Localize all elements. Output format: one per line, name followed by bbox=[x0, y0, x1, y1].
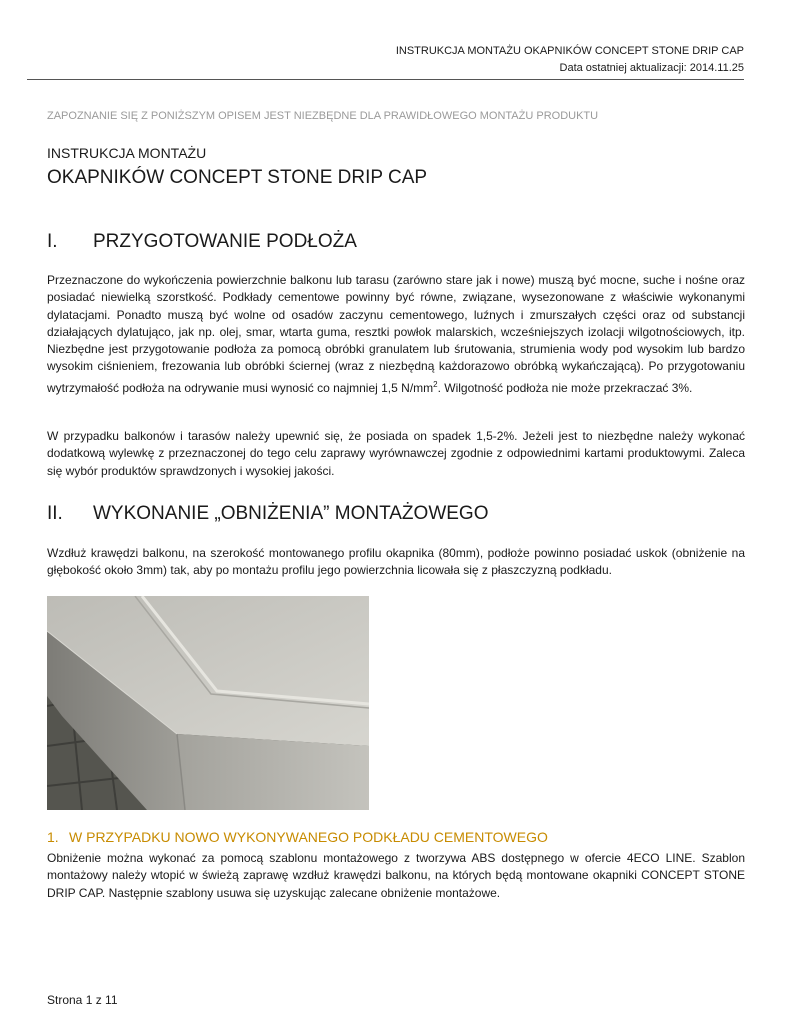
subsection-1-number: 1. bbox=[47, 829, 59, 845]
section-1-paragraph-1-text: Przeznaczone do wykończenia powierzchnie balkonu lub tarasu (zarówno stare jak i nowe) muszą być mocne, suche i nośne oraz posiadać niewielką szorstkość. Podkłady cementowe powinny być równe, związane, wysezonowane z właściwie wykonanymi dylatacjami. Ponadto muszą być wolne od osadów zaczynu cementowego, luźnych i zmurszałych części oraz od substancji działających dylatująco, jak np. olej, smar, wtarta guma, resztki powłok malarskich, wcześniejszych izolacji wilgotnościowych, itp. Niezbędne jest przygotowanie podłoża za pomocą obróbki granulatem lub śrutowania, strumienia wody pod wysokim lub bardzo wysokim ciśnieniem, frezowania lub obróbki ściernej (wraz z niezbędną każdorazowo obróbką wykańczającą). Po przygotowaniu wytrzymałość podłoża na odrywanie musi wynosić co najmniej 1,5 N/mm bbox=[47, 273, 745, 395]
subsection-1-title: W PRZYPADKU NOWO WYKONYWANEGO PODKŁADU CEMENTOWEGO bbox=[69, 829, 548, 845]
document-title-line2: OKAPNIKÓW CONCEPT STONE DRIP CAP bbox=[47, 167, 428, 188]
section-1-heading bbox=[47, 231, 357, 253]
notice-text: ZAPOZNANIE SIĘ Z PONIŻSZYM OPISEM JEST NIEZBĘDNE DLA PRAWIDŁOWEGO MONTAŻU PRODUKTU bbox=[47, 110, 599, 122]
section-2-paragraph-1: Wzdłuż krawędzi balkonu, na szerokość montowanego profilu okapnika (80mm), podłoże powinno posiadać uskok (obniżenie na głębokość około 3mm) tak, aby po montażu profilu jego powierzchnia licowała się z płaszczyzną podkładu. bbox=[47, 546, 745, 578]
section-2-heading bbox=[47, 503, 488, 525]
document-title-line1: INSTRUKCJA MONTAŻU bbox=[47, 145, 207, 161]
page-header bbox=[396, 43, 744, 77]
header-updated-date: Data ostatniej aktualizacji: 2014.11.25 bbox=[559, 62, 744, 74]
page-number: Strona 1 z 11 bbox=[47, 993, 118, 1007]
section-1-paragraph-1 bbox=[47, 272, 745, 397]
section-2-title: WYKONANIE „OBNIŻENIA” MONTAŻOWEGO bbox=[93, 503, 489, 524]
balcony-edge-photo bbox=[47, 596, 369, 810]
header-title: INSTRUKCJA MONTAŻU OKAPNIKÓW CONCEPT STONE DRIP CAP bbox=[395, 45, 744, 57]
subsection-1-paragraph-1: Obniżenie można wykonać za pomocą szablonu montażowego z tworzywa ABS dostępnego w ofercie 4ECO LINE. Szablon montażowy należy wtopić w świeżą zaprawę wzdłuż krawędzi balkonu, na których będą montowane okapniki CONCEPT STONE DRIP CAP. Następnie szablony usuwa się uzyskując zalecane obniżenie montażowe. bbox=[47, 851, 745, 900]
section-1-title: PRZYGOTOWANIE PODŁOŻA bbox=[93, 231, 357, 252]
header-divider bbox=[27, 79, 744, 80]
section-1-paragraph-2: W przypadku balkonów i tarasów należy upewnić się, że posiada on spadek 1,5-2%. Jeżeli jest to niezbędne należy wykonać dodatkową wylewkę z przeznaczonej do tego celu zaprawy wyrównawczej zgodnie z odpowiednimi kartami produktowymi. Zaleca się wybór produktów sprawdzonych i wysokiej jakości. bbox=[47, 429, 745, 478]
subsection-1-heading bbox=[47, 829, 548, 845]
superscript: 2 bbox=[433, 379, 438, 389]
section-2-number: II. bbox=[47, 503, 63, 524]
section-1-number: I. bbox=[47, 231, 58, 252]
section-1-paragraph-1-end: . Wilgotność podłoża nie może przekraczać 3%. bbox=[437, 380, 693, 395]
